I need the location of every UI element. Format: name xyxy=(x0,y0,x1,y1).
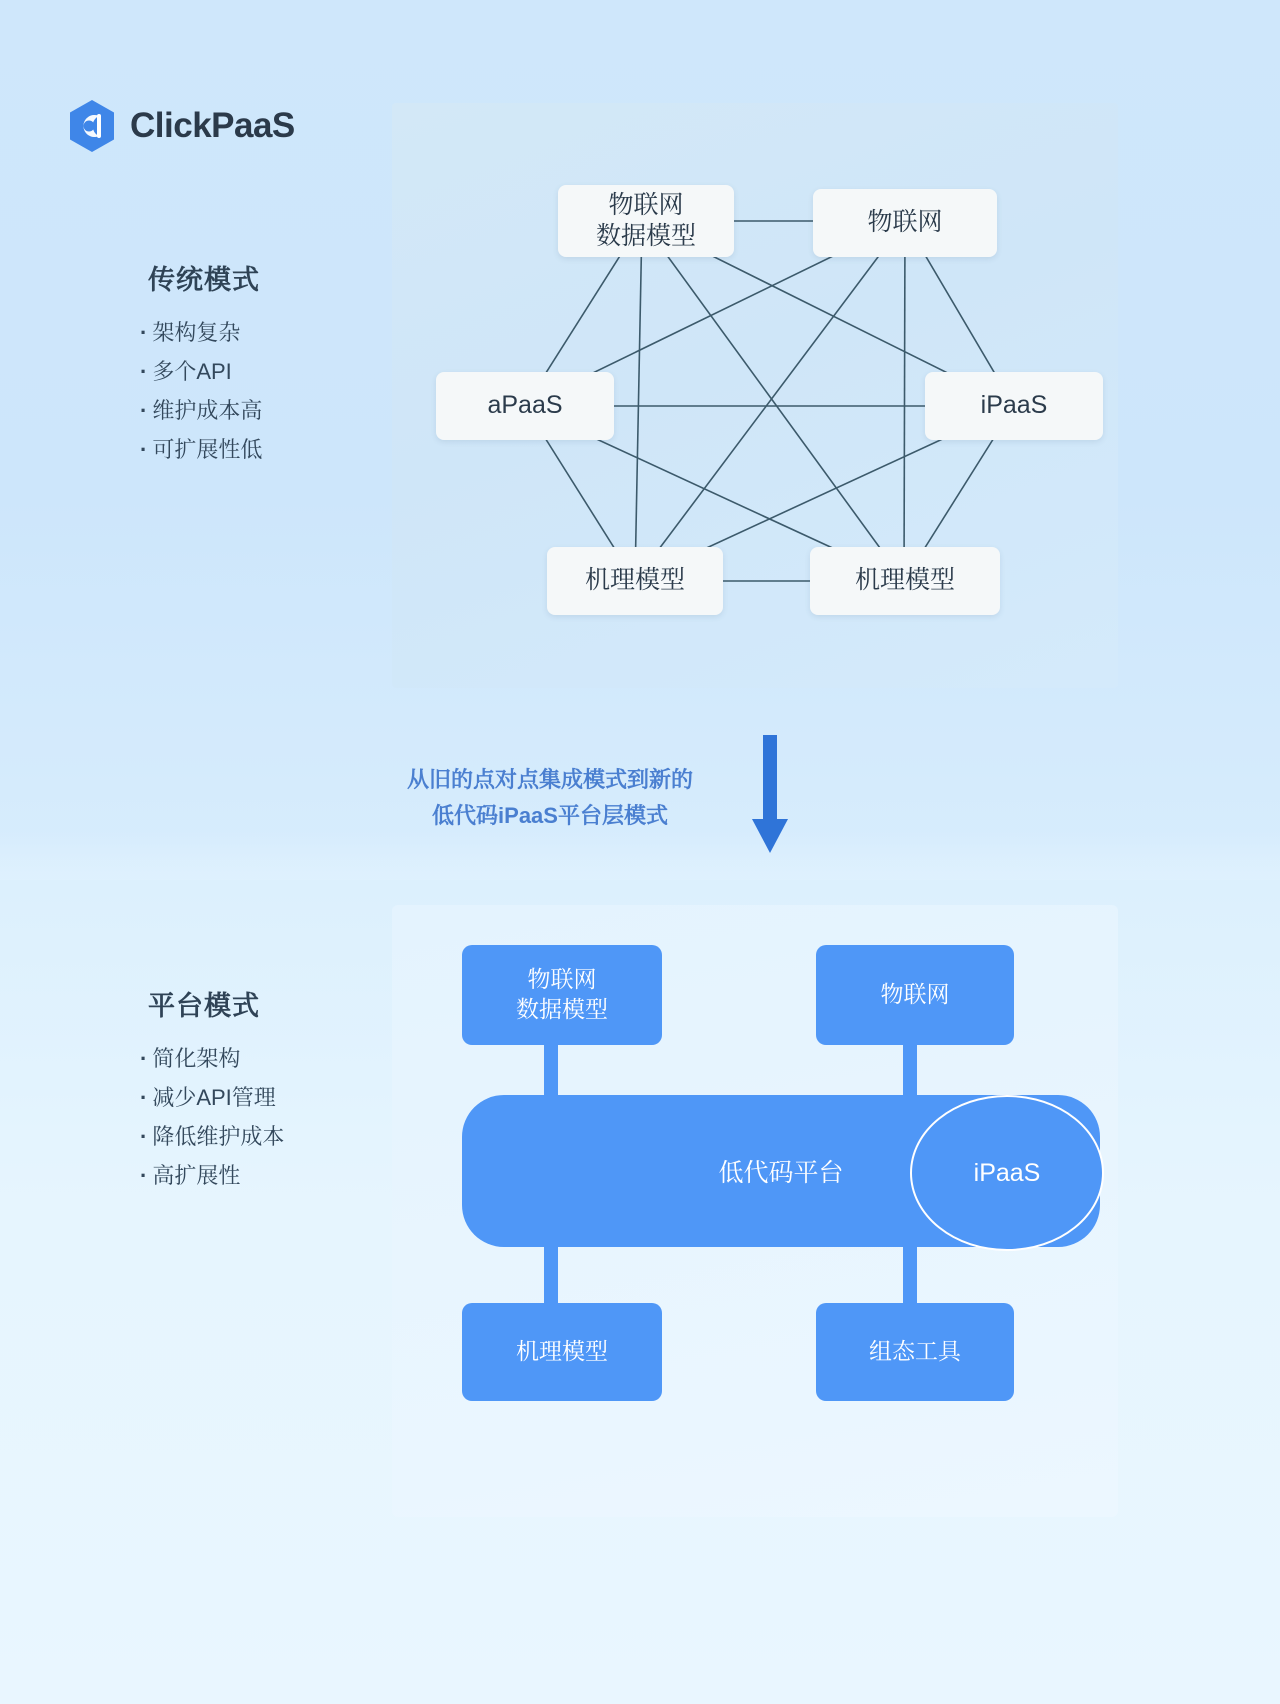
node-iot[interactable] xyxy=(813,189,997,257)
traditional-title: 传统模式 xyxy=(148,265,260,295)
brand-name: ClickPaaS xyxy=(130,106,295,145)
list-item: · 高扩展性 xyxy=(140,1156,284,1195)
node-iot-data-model[interactable] xyxy=(462,945,662,1045)
list-item: · 可扩展性低 xyxy=(140,430,262,469)
brand-logo xyxy=(66,98,295,154)
node-label: 机理模型 xyxy=(516,1338,608,1365)
node-label: 物联网 xyxy=(880,981,950,1008)
list-item: · 架构复杂 xyxy=(140,313,262,352)
list-item: · 多个API xyxy=(140,352,262,391)
node-label-line2: 数据模型 xyxy=(595,222,696,250)
arrow-down-icon xyxy=(752,735,788,855)
connector-platform-to-mechanism xyxy=(544,1245,558,1305)
transition-line2: 低代码iPaaS平台层模式 xyxy=(432,802,668,828)
node-mechanism-model[interactable] xyxy=(462,1303,662,1401)
node-label: aPaaS xyxy=(487,391,563,420)
node-label: 低代码平台 xyxy=(718,1159,844,1187)
connector-iotdm-to-platform xyxy=(544,1045,558,1101)
traditional-caption xyxy=(140,258,262,470)
node-label: iPaaS xyxy=(973,1158,1041,1187)
transition-caption xyxy=(355,762,745,833)
platform-title: 平台模式 xyxy=(148,991,260,1021)
list-item: · 减少API管理 xyxy=(140,1078,284,1117)
node-apaas[interactable] xyxy=(436,372,614,440)
node-iot-data-model[interactable] xyxy=(558,185,734,257)
traditional-bullet-list xyxy=(140,313,262,470)
traditional-diagram-panel xyxy=(392,103,1118,688)
transition-line1: 从旧的点对点集成模式到新的 xyxy=(406,767,693,792)
node-label-line1: 物联网 xyxy=(527,966,597,993)
clickpaas-hexagon-logo-icon xyxy=(66,98,118,154)
platform-caption xyxy=(140,984,284,1196)
node-label-line2: 数据模型 xyxy=(516,996,608,1022)
node-configuration-tool[interactable] xyxy=(816,1303,1014,1401)
node-ipaas[interactable] xyxy=(925,372,1103,440)
list-item: · 维护成本高 xyxy=(140,391,262,430)
connector-platform-to-config xyxy=(903,1245,917,1305)
node-iot[interactable] xyxy=(816,945,1014,1045)
node-label: 机理模型 xyxy=(584,566,685,595)
node-label: iPaaS xyxy=(980,391,1048,420)
node-mechanism-model-right[interactable] xyxy=(810,547,1000,615)
list-item: · 降低维护成本 xyxy=(140,1117,284,1156)
list-item: · 简化架构 xyxy=(140,1039,284,1078)
node-label-line1: 物联网 xyxy=(608,190,684,219)
node-label: 组态工具 xyxy=(869,1338,961,1365)
node-label: 物联网 xyxy=(867,208,943,237)
platform-bullet-list xyxy=(140,1039,284,1196)
node-ipaas[interactable] xyxy=(910,1095,1104,1251)
platform-diagram-panel xyxy=(392,905,1118,1517)
node-mechanism-model-left[interactable] xyxy=(547,547,723,615)
connector-iot-to-platform xyxy=(903,1045,917,1101)
node-label: 机理模型 xyxy=(854,566,955,595)
